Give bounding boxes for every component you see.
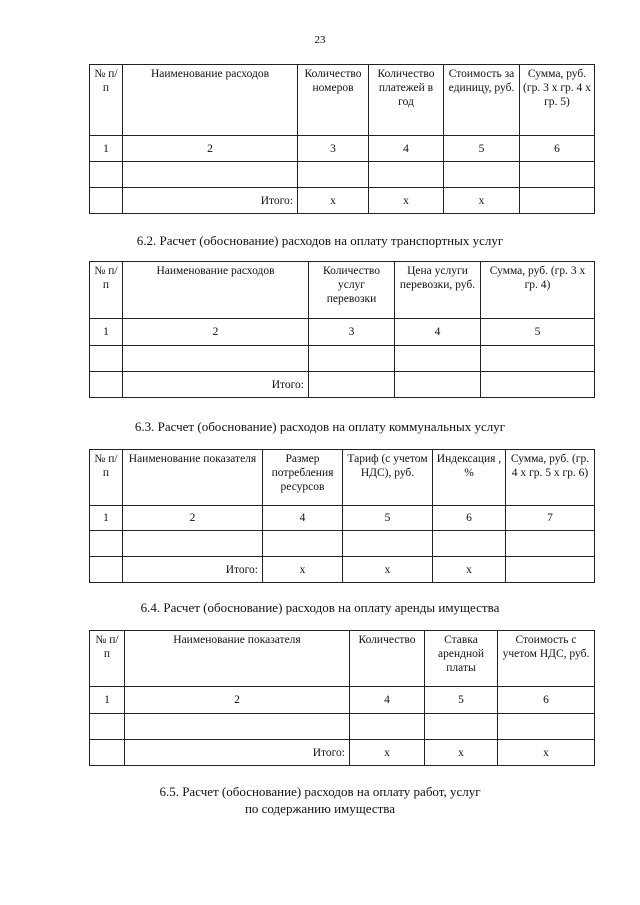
total-value: х [498, 740, 595, 766]
column-number: 5 [444, 136, 520, 162]
total-row [90, 740, 595, 766]
table-1 [89, 64, 595, 214]
total-value [309, 372, 395, 398]
column-number: 7 [506, 506, 595, 531]
empty-cell [309, 346, 395, 372]
header-cell: Сумма, руб. (гр. 3 х гр. 4) [481, 262, 595, 319]
empty-cell [123, 531, 263, 557]
table-row [90, 162, 595, 188]
table-row [90, 714, 595, 740]
empty-cell [350, 714, 425, 740]
column-number: 1 [90, 687, 125, 714]
column-number: 1 [90, 136, 123, 162]
total-row [90, 372, 595, 398]
column-number-row [90, 136, 595, 162]
empty-cell [433, 531, 506, 557]
empty-cell [343, 531, 433, 557]
empty-cell [123, 162, 298, 188]
column-number: 2 [123, 136, 298, 162]
total-value: х [263, 557, 343, 583]
column-number: 4 [263, 506, 343, 531]
table-row [90, 531, 595, 557]
header-cell-no: № п/п [90, 262, 123, 319]
empty-cell [125, 714, 350, 740]
header-cell-no: № п/п [90, 631, 125, 687]
total-value [506, 557, 595, 583]
column-number: 5 [343, 506, 433, 531]
header-cell-name: Наименование расходов [123, 262, 309, 319]
empty-cell [498, 714, 595, 740]
empty-cell [90, 162, 123, 188]
column-number: 2 [123, 319, 309, 346]
column-number: 5 [425, 687, 498, 714]
table-3 [89, 449, 595, 583]
header-cell: Стоимость за единицу, руб. [444, 65, 520, 136]
total-value [481, 372, 595, 398]
empty-cell [481, 346, 595, 372]
header-cell: Цена услуги перевозки, руб. [395, 262, 481, 319]
column-number: 4 [395, 319, 481, 346]
empty-cell [298, 162, 369, 188]
empty-cell [90, 531, 123, 557]
total-value: х [298, 188, 369, 214]
empty-cell [90, 714, 125, 740]
total-value: х [444, 188, 520, 214]
total-value: х [350, 740, 425, 766]
column-number: 1 [90, 319, 123, 346]
section-heading-6-2: 6.2. Расчет (обоснование) расходов на оплату транспортных услуг [136, 233, 504, 248]
column-number: 6 [433, 506, 506, 531]
empty-cell [506, 531, 595, 557]
empty-cell [90, 346, 123, 372]
empty-cell [263, 531, 343, 557]
column-number-row [90, 687, 595, 714]
empty-cell [444, 162, 520, 188]
table-header-row [90, 65, 595, 136]
header-cell: Сумма, руб. (гр. 4 х гр. 5 х гр. 6) [506, 450, 595, 506]
column-number: 3 [309, 319, 395, 346]
empty-cell [520, 162, 595, 188]
empty-cell [395, 346, 481, 372]
column-number-row [90, 319, 595, 346]
table-4 [89, 630, 595, 766]
column-number-row [90, 506, 595, 531]
column-number: 4 [350, 687, 425, 714]
section-heading-line: 6.5. Расчет (обоснование) расходов на оплату работ, услуг [159, 784, 481, 799]
header-cell: Количество услуг перевозки [309, 262, 395, 319]
total-label: Итого: [125, 740, 350, 766]
table-header-row [90, 450, 595, 506]
header-cell-no: № п/п [90, 65, 123, 136]
header-cell-name: Наименование показателя [125, 631, 350, 687]
section-heading-6-3: 6.3. Расчет (обоснование) расходов на оплату коммунальных услуг [134, 419, 506, 434]
total-label: Итого: [123, 372, 309, 398]
section-heading-line: по содержанию имущества [244, 801, 396, 816]
section-heading-6-4: 6.4. Расчет (обоснование) расходов на оплату аренды имущества [140, 600, 500, 615]
header-cell: Количество платежей в год [369, 65, 444, 136]
total-label: Итого: [123, 188, 298, 214]
header-cell-no: № п/п [90, 450, 123, 506]
column-number: 3 [298, 136, 369, 162]
header-cell-name: Наименование показателя [123, 450, 263, 506]
header-cell: Количество [350, 631, 425, 687]
total-value: х [433, 557, 506, 583]
column-number: 4 [369, 136, 444, 162]
table-2 [89, 261, 595, 398]
section-heading-6-5 [0, 783, 640, 817]
column-number: 6 [520, 136, 595, 162]
empty-cell [90, 557, 123, 583]
total-value [520, 188, 595, 214]
total-value: х [425, 740, 498, 766]
column-number: 2 [123, 506, 263, 531]
total-row [90, 557, 595, 583]
header-cell: Ставка арендной платы [425, 631, 498, 687]
empty-cell [369, 162, 444, 188]
column-number: 5 [481, 319, 595, 346]
empty-cell [90, 188, 123, 214]
header-cell: Сумма, руб. (гр. 3 х гр. 4 х гр. 5) [520, 65, 595, 136]
header-cell-name: Наименование расходов [123, 65, 298, 136]
empty-cell [425, 714, 498, 740]
table-header-row [90, 262, 595, 319]
column-number: 1 [90, 506, 123, 531]
page-number: 23 [314, 34, 326, 46]
empty-cell [90, 740, 125, 766]
header-cell: Индексация , % [433, 450, 506, 506]
total-value: х [343, 557, 433, 583]
table-row [90, 346, 595, 372]
total-row [90, 188, 595, 214]
total-value [395, 372, 481, 398]
table-header-row [90, 631, 595, 687]
empty-cell [123, 346, 309, 372]
total-label: Итого: [123, 557, 263, 583]
total-value: х [369, 188, 444, 214]
empty-cell [90, 372, 123, 398]
header-cell: Стоимость с учетом НДС, руб. [498, 631, 595, 687]
header-cell: Количество номеров [298, 65, 369, 136]
column-number: 2 [125, 687, 350, 714]
header-cell: Размер потребления ресурсов [263, 450, 343, 506]
column-number: 6 [498, 687, 595, 714]
header-cell: Тариф (с учетом НДС), руб. [343, 450, 433, 506]
